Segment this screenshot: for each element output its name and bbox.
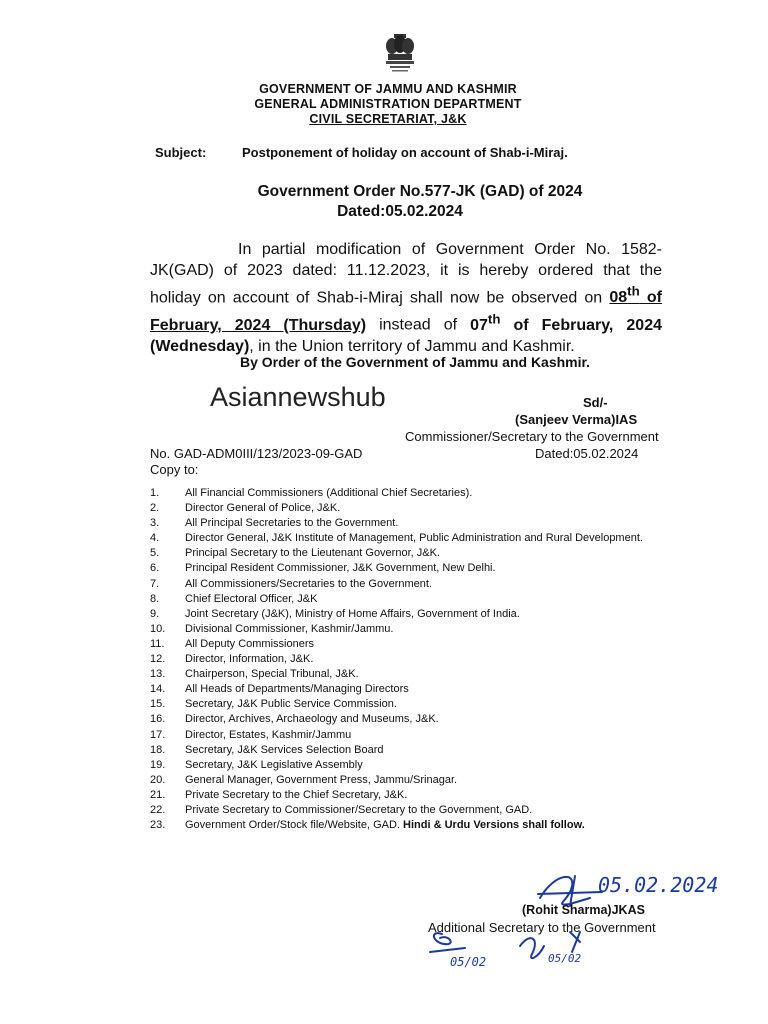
old-date-rest: of February, 2024 (Wednesday): [150, 316, 662, 355]
list-item-text: Private Secretary to Commissioner/Secretary to the Government, GAD.: [185, 803, 533, 816]
subject-text: Postponement of holiday on account of Shab-i-Miraj.: [242, 145, 568, 160]
list-item-number: 22.: [150, 803, 166, 816]
list-item: [150, 531, 664, 546]
list-item-text: Private Secretary to the Chief Secretary, J&K.: [185, 788, 408, 801]
subject-label: Subject:: [155, 145, 207, 160]
signatory2-name: (Rohit Sharma)JKAS: [522, 903, 645, 917]
list-item-text: All Commissioners/Secretaries to the Government.: [185, 577, 432, 590]
list-item-number: 19.: [150, 758, 166, 771]
list-item-number: 12.: [150, 653, 166, 666]
list-item: [150, 501, 664, 516]
body-text-2: instead of: [366, 316, 471, 334]
list-item-text: Secretary, J&K Legislative Assembly: [185, 758, 363, 771]
list-item-text: Principal Secretary to the Lieutenant Governor, J&K.: [185, 547, 440, 560]
signatory-name: (Sanjeev Verma)IAS: [515, 412, 638, 427]
list-item: [150, 788, 664, 803]
list-item-text: Government Order/Stock file/Website, GAD. Hindi & Urdu Versions shall follow.: [185, 819, 585, 832]
list-item-number: 3.: [150, 517, 160, 530]
list-item: [150, 728, 664, 743]
handwritten-initial-date-2: 05/02: [548, 952, 582, 965]
list-item-number: 10.: [150, 622, 166, 635]
list-item: [150, 516, 664, 531]
department-heading: GENERAL ADMINISTRATION DEPARTMENT: [254, 97, 522, 111]
list-item-text: Director General of Police, J&K.: [185, 502, 341, 515]
list-item-text: Director, Information, J&K.: [185, 653, 314, 666]
handwritten-initial-date: 05/02: [450, 955, 487, 969]
list-item-text: All Principal Secretaries to the Government.: [185, 517, 399, 530]
new-date-suffix: th: [627, 284, 640, 299]
list-item: [150, 561, 664, 576]
watermark-text: Asiannewshub: [210, 382, 386, 412]
body-text-3: , in the Union territory of Jammu and Kashmir.: [249, 337, 575, 355]
government-heading: GOVERNMENT OF JAMMU AND KASHMIR: [259, 82, 517, 96]
list-item-text: All Deputy Commissioners: [185, 637, 314, 650]
list-item-number: 1.: [150, 487, 160, 499]
list-item-number: 9.: [150, 607, 160, 620]
list-item-text: Chief Electoral Officer, J&K: [185, 592, 318, 605]
list-item: [150, 743, 664, 758]
list-item-number: 21.: [150, 788, 166, 801]
list-item-text: Secretary, J&K Services Selection Board: [185, 743, 384, 756]
new-date-rest: of February, 2024 (Thursday): [150, 289, 663, 334]
list-item-text: Director General, J&K Institute of Management, Public Administration and Rural Development.: [185, 532, 643, 545]
list-item: [150, 652, 664, 667]
list-item-text: Secretary, J&K Public Service Commission.: [185, 698, 397, 711]
list-item: [150, 773, 664, 788]
national-emblem-icon: [380, 32, 420, 80]
by-order-line: By Order of the Government of Jammu and Kashmir.: [240, 354, 591, 370]
list-item-number: 16.: [150, 713, 166, 726]
list-item-number: 11.: [150, 637, 165, 650]
list-item: [150, 577, 664, 592]
list-item-text: All Financial Commissioners (Additional Chief Secretaries).: [185, 487, 473, 499]
list-item-text: General Manager, Government Press, Jammu/Srinagar.: [185, 773, 458, 786]
list-item: [150, 697, 664, 712]
list-item-text: Director, Estates, Kashmir/Jammu: [185, 728, 352, 741]
list-item-number: 5.: [150, 547, 160, 560]
list-item-text: Director, Archives, Archaeology and Museums, J&K.: [185, 713, 439, 726]
list-item: [150, 486, 664, 501]
list-item-text: Chairperson, Special Tribunal, J&K.: [185, 668, 359, 681]
list-item-number: 15.: [150, 698, 166, 711]
new-date-day: 08: [609, 289, 628, 307]
list-item: [150, 607, 664, 622]
list-item: [150, 667, 664, 682]
list-item-number: 8.: [150, 592, 160, 605]
list-item: [150, 622, 664, 637]
list-item-text: Principal Resident Commissioner, J&K Government, New Delhi.: [185, 562, 496, 575]
body-text-1: In partial modification of Government Order No. 1582-JK(GAD) of 2023 dated: 11.12.2023, it is hereby ordered that the holiday on account of Shab-i-Miraj shall now be observed on: [150, 241, 662, 307]
secretariat-heading: CIVIL SECRETARIAT, J&K: [309, 112, 467, 126]
list-item-number: 7.: [150, 577, 160, 590]
copy-to-label: Copy to:: [150, 462, 199, 477]
order-body: [150, 239, 662, 357]
list-item: [150, 682, 664, 697]
list-item: [150, 592, 664, 607]
signed-mark: Sd/-: [583, 395, 608, 410]
list-item-text: Joint Secretary (J&K), Ministry of Home Affairs, Government of India.: [185, 607, 520, 620]
list-item-number: 6.: [150, 562, 160, 575]
list-item-number: 20.: [150, 773, 166, 786]
list-item-number: 23.: [150, 819, 166, 832]
signatory2-designation: Additional Secretary to the Government: [428, 920, 656, 935]
list-item-number: 2.: [150, 502, 160, 515]
reference-number: No. GAD-ADM0III/123/2023-09-GAD: [150, 446, 363, 461]
old-date-suffix: th: [487, 311, 501, 327]
reference-date: Dated:05.02.2024: [535, 446, 639, 461]
list-item-number: 14.: [150, 683, 166, 696]
list-item-number: 17.: [150, 728, 166, 741]
order-date: Dated:05.02.2024: [337, 203, 463, 220]
list-item-text: Divisional Commissioner, Kashmir/Jammu.: [185, 622, 394, 635]
list-item: [150, 758, 664, 773]
list-item-bold-note: Hindi & Urdu Versions shall follow.: [403, 819, 585, 832]
list-item-text: All Heads of Departments/Managing Directors: [185, 683, 409, 696]
list-item-number: 4.: [150, 532, 160, 545]
old-date-day: 07: [470, 316, 488, 334]
list-item-number: 18.: [150, 743, 166, 756]
list-item: [150, 546, 664, 561]
list-item: [150, 803, 664, 818]
list-item: [150, 637, 664, 652]
copy-to-list: [150, 486, 664, 833]
list-item: [150, 818, 664, 833]
signatory-designation: Commissioner/Secretary to the Government: [405, 429, 659, 444]
list-item: [150, 712, 664, 727]
order-title: Government Order No.577-JK (GAD) of 2024: [257, 183, 583, 200]
handwritten-date: 05.02.2024: [598, 873, 719, 897]
list-item-number: 13.: [150, 668, 166, 681]
